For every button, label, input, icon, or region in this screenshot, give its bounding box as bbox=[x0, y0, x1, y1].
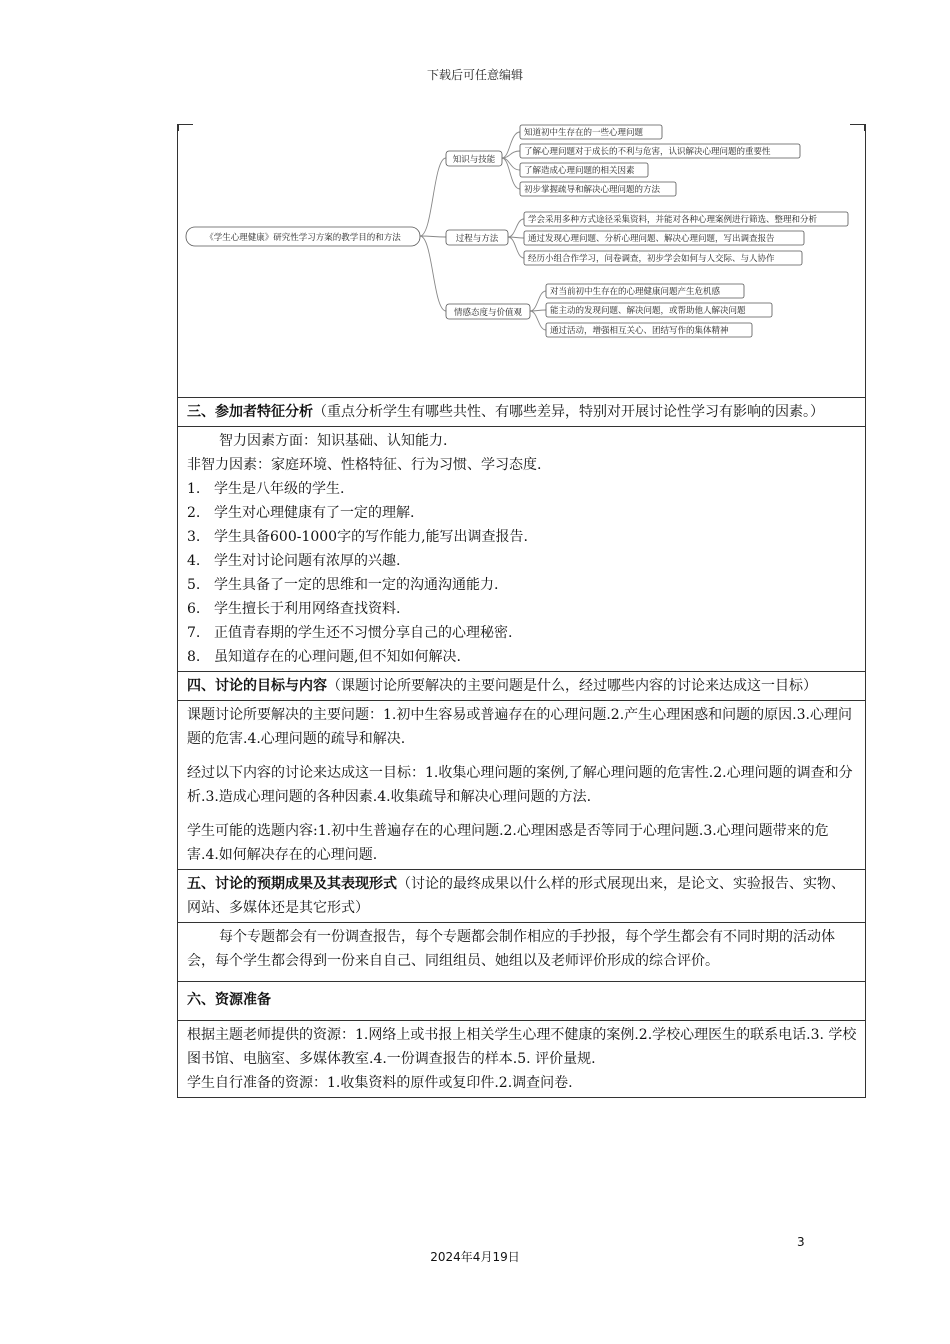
document-table bbox=[177, 124, 866, 1098]
list-item: 7. 正值青春期的学生还不习惯分享自己的心理秘密. bbox=[187, 625, 513, 641]
mindmap-root-node bbox=[186, 227, 420, 246]
list-item: 4. 学生对讨论问题有浓厚的兴趣. bbox=[187, 553, 401, 569]
mindmap-leaf bbox=[520, 163, 648, 177]
section-4-heading bbox=[177, 672, 866, 701]
list-item: 6. 学生擅长于利用网络查找资料. bbox=[187, 601, 401, 617]
svg-text:能主动的发现问题、解决问题，或帮助他人解决问题: 能主动的发现问题、解决问题，或帮助他人解决问题 bbox=[550, 306, 746, 316]
paragraph: 每个专题都会有一份调查报告，每个专题都会制作相应的手抄报，每个学生都会有不同时期的活动体会，每个学生都会得到一份来自自己、同组组员、她组以及老师评价形成的综合评价。 bbox=[187, 929, 835, 969]
svg-text:《学生心理健康》研究性学习方案的教学目的和方法: 《学生心理健康》研究性学习方案的教学目的和方法 bbox=[205, 233, 401, 243]
svg-text:通过发现心理问题、分析心理问题、解决心理问题，写出调查报告: 通过发现心理问题、分析心理问题、解决心理问题，写出调查报告 bbox=[528, 234, 775, 244]
mindmap-branch-process bbox=[446, 230, 508, 245]
mindmap-branch-attitude bbox=[446, 304, 530, 319]
svg-text:知识与技能: 知识与技能 bbox=[452, 155, 496, 165]
svg-text:对当前初中生存在的心理健康问题产生危机感: 对当前初中生存在的心理健康问题产生危机感 bbox=[550, 287, 721, 297]
mindmap-cell bbox=[177, 124, 866, 398]
mindmap-diagram bbox=[178, 124, 865, 398]
paragraph: 智力因素方面：知识基础、认知能力. bbox=[219, 433, 448, 449]
page-header: 下载后可任意编辑 bbox=[426, 68, 523, 82]
section-5-body bbox=[177, 923, 866, 982]
page-number: 3 bbox=[797, 1235, 805, 1249]
section-title: 四、讨论的目标与内容 bbox=[187, 678, 327, 694]
svg-text:过程与方法: 过程与方法 bbox=[455, 234, 499, 244]
section-title: 五、讨论的预期成果及其表现形式 bbox=[187, 876, 397, 892]
list-item: 8. 虽知道存在的心理问题,但不知如何解决. bbox=[187, 649, 461, 665]
mindmap-leaf bbox=[520, 125, 662, 139]
footer-date: 2024年4月19日 bbox=[430, 1250, 520, 1264]
mindmap-leaf bbox=[546, 303, 772, 317]
paragraph: 经过以下内容的讨论来达成这一目标：1.收集心理问题的案例,了解心理问题的危害性.2.心理问题的调查和分析.3.造成心理问题的各种因素.4.收集疏导和解决心理问题的方法. bbox=[187, 765, 853, 805]
section-3-heading bbox=[177, 398, 866, 427]
list-item: 3. 学生具备600-1000字的写作能力,能写出调查报告. bbox=[187, 529, 528, 545]
section-note: （课题讨论所要解决的主要问题是什么，经过哪些内容的讨论来达成这一目标） bbox=[327, 678, 817, 694]
mindmap-leaf bbox=[546, 284, 744, 298]
mindmap-branch-knowledge bbox=[446, 151, 502, 166]
mindmap-leaf bbox=[524, 251, 802, 265]
list-item: 5. 学生具备了一定的思维和一定的沟通沟通能力. bbox=[187, 577, 499, 593]
svg-text:知道初中生存在的一些心理问题: 知道初中生存在的一些心理问题 bbox=[524, 128, 644, 138]
section-4-body bbox=[177, 701, 866, 870]
paragraph: 课题讨论所要解决的主要问题：1.初中生容易或普遍存在的心理问题.2.产生心理困惑和问题的原因.3.心理问题的危害.4.心理问题的疏导和解决. bbox=[187, 707, 852, 747]
section-3-body bbox=[177, 427, 866, 672]
mindmap-leaf bbox=[546, 323, 752, 337]
section-6-body bbox=[177, 1021, 866, 1098]
list-item: 2. 学生对心理健康有了一定的理解. bbox=[187, 505, 415, 521]
svg-text:学会采用多种方式途径采集资料，并能对各种心理案例进行筛选、整: 学会采用多种方式途径采集资料，并能对各种心理案例进行筛选、整理和分析 bbox=[528, 215, 818, 225]
paragraph: 非智力因素：家庭环境、性格特征、行为习惯、学习态度. bbox=[187, 457, 542, 473]
svg-text:了解造成心理问题的相关因素: 了解造成心理问题的相关因素 bbox=[524, 166, 635, 176]
section-title: 六、资源准备 bbox=[187, 992, 271, 1008]
mindmap-leaf bbox=[520, 182, 676, 196]
paragraph: 学生自行准备的资源：1.收集资料的原件或复印件.2.调查问卷. bbox=[187, 1075, 573, 1091]
svg-text:初步掌握疏导和解决心理问题的方法: 初步掌握疏导和解决心理问题的方法 bbox=[524, 185, 661, 195]
mindmap-leaf bbox=[524, 212, 848, 226]
svg-text:了解心理问题对于成长的不利与危害，认识解决心理问题的重要性: 了解心理问题对于成长的不利与危害，认识解决心理问题的重要性 bbox=[524, 147, 771, 157]
svg-text:经历小组合作学习，问卷调查，初步学会如何与人交际、与人协作: 经历小组合作学习，问卷调查，初步学会如何与人交际、与人协作 bbox=[528, 254, 775, 264]
section-note: （重点分析学生有哪些共性、有哪些差异，特别对开展讨论性学习有影响的因素。） bbox=[313, 404, 824, 420]
svg-text:情感态度与价值观: 情感态度与价值观 bbox=[453, 308, 523, 318]
paragraph: 学生可能的选题内容:1.初中生普遍存在的心理问题.2.心理困惑是否等同于心理问题.3.心理问题带来的危害.4.如何解决存在的心理问题. bbox=[187, 823, 829, 863]
paragraph: 根据主题老师提供的资源：1.网络上或书报上相关学生心理不健康的案例.2.学校心理医生的联系电话.3. 学校图书馆、电脑室、多媒体教室.4.一份调查报告的样本.5. 评价量规. bbox=[187, 1027, 857, 1067]
mindmap-leaf bbox=[520, 144, 800, 158]
list-item: 1. 学生是八年级的学生. bbox=[187, 481, 345, 497]
section-5-heading bbox=[177, 870, 866, 923]
section-title: 三、参加者特征分析 bbox=[187, 404, 313, 420]
svg-text:通过活动，增强相互关心、团结写作的集体精神: 通过活动，增强相互关心、团结写作的集体精神 bbox=[550, 326, 729, 336]
mindmap-leaf bbox=[524, 231, 804, 245]
section-note: （讨论的最终成果以什么样的形式展现出来，是论文、实验报告、实物、网站、多媒体还是其它形式） bbox=[187, 876, 845, 916]
section-6-heading bbox=[177, 982, 866, 1021]
learner-characteristics-list bbox=[187, 477, 858, 669]
